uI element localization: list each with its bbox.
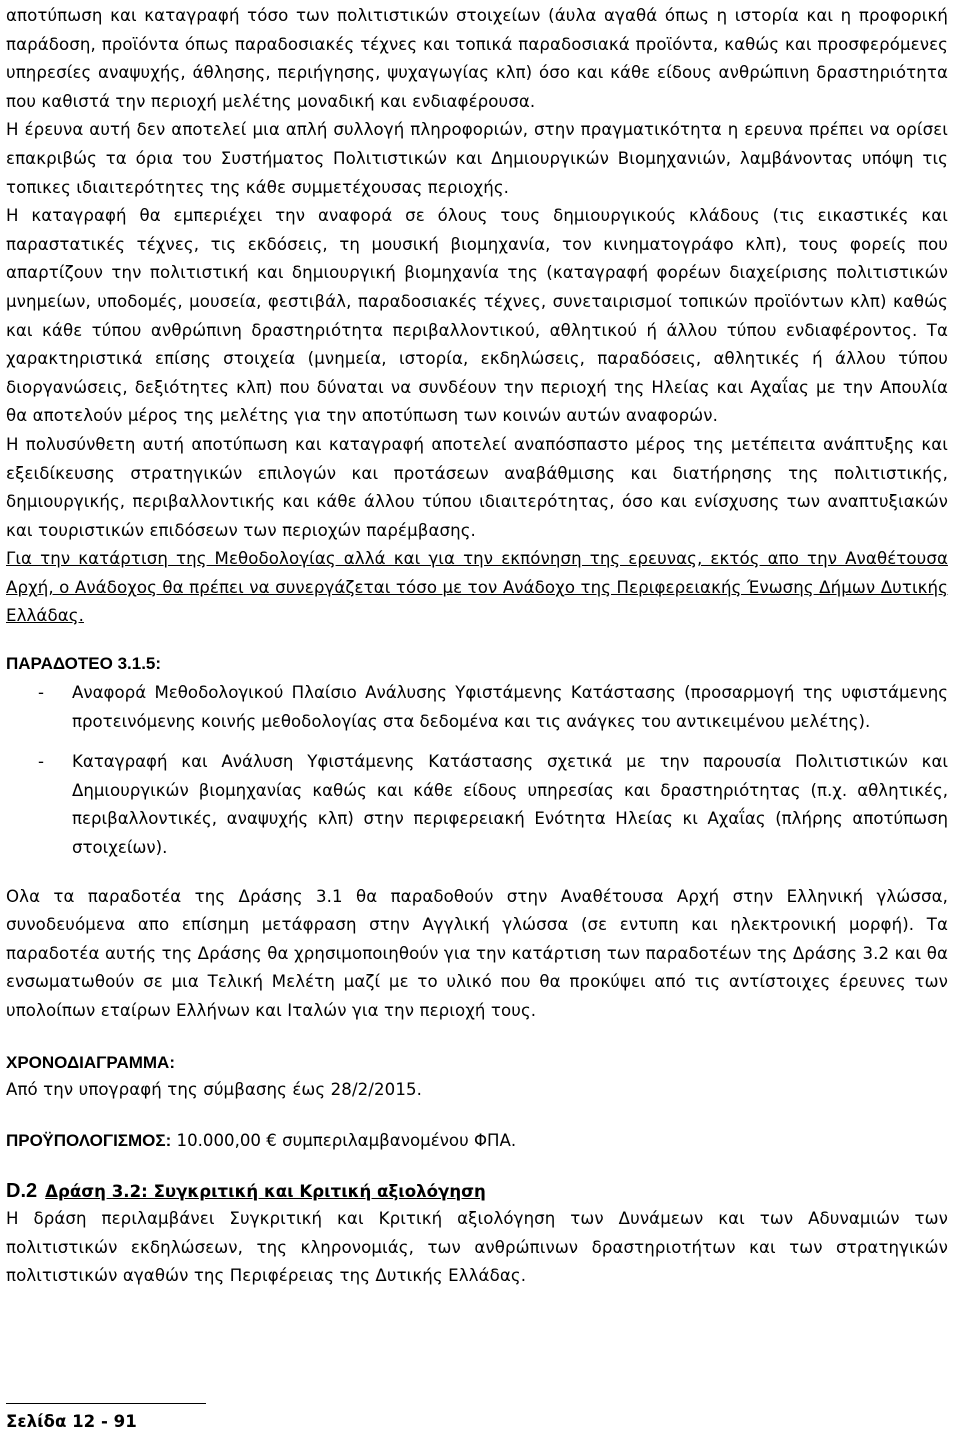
paragraph-deliverables-language: Ολα τα παραδοτέα της Δράσης 3.1 θα παραδοθούν στην Αναθέτουσα Αρχή στην Ελληνική γλώσσα, συνοδευόμενα απο επίσημη μετάφραση στην Αγγλική γλώσσα (σε εντυπη και ηλεκτρονική μορφή). Τα παραδοτέα αυτής της Δράσης θα χρησιμοποιηθούν για την κατάρτιση των παραδοτέων της Δράσης 3.2 και θα ενσωματωθούν σε μια Τελική Μελέτη μαζί με το υλικό που θα προκύψει από τις αντίστοιχες έρευνες των υπολοίπων εταίρων Ελλήνων και Ιταλών για την περιοχή τους. [6, 886, 948, 1020]
section-d2-text: Η δράση περιλαμβάνει Συγκριτική και Κριτική αξιολόγηση των Δυνάμεων και των Αδυναμιών των πολιτιστικών εκδηλώσεων, της κληρονομιάς, των ανθρώπινων δραστηριοτήτων και των στρατηγικών πολιτιστικών αγαθών της Περιφέρειας της Δυτικής Ελλάδας. [6, 1209, 948, 1286]
section-d2-heading [6, 1178, 948, 1205]
document-page [6, 0, 948, 1291]
budget-label: ΠΡΟΫΠΟΛΟΓΙΣΜΟΣ: [6, 1131, 172, 1151]
budget-amount: 10.000,00 € συμπεριλαμβανομένου ΦΠΑ. [171, 1131, 517, 1151]
list-item [6, 748, 948, 862]
deliverable-list [6, 679, 948, 863]
paragraph-recording-content: Η καταγραφή θα εμπεριέχει την αναφορά σε όλους τους δημιουργικούς κλάδους (τις εικαστικές και παραστατικές τέχνες, τις εκδόσεις, τη μουσική βιομηχανία, τον κινηματογράφο κλπ), τους φορείς που απαρτίζουν την πολιτιστική και δημιουργική βιομηχανία της (καταγραφή φορέων διαχείρισης πολιτιστικών μνημείων, υποδομές, μουσεία, φεστιβάλ, παραδοσιακές τέχνες, συνεταιρισμοί τοπικών προϊόντων κλπ) καθώς και κάθε τύπου ανθρώπινη δραστηριότητα περιβαλλοντικού, αθλητικού ή άλλου τύπου ενδιαφέροντος. Τα χαρακτηριστικά επίσης στοιχεία (μνημεία, ιστορία, εκδηλώσεις, παραδόσεις, αθλητικές ή άλλου τύπου διοργανώσεις, δεξιότητες κλπ) που δύναται να συνδέουν την περιοχή της Ηλείας και Αχαΐας με την Απουλία θα αποτελούν μέρος της μελέτης για την αποτύπωση των κοινών αυτών αναφορών. [6, 206, 948, 426]
paragraph-research-scope: Η έρευνα αυτή δεν αποτελεί μια απλή συλλογή πληροφοριών, στην πραγματικότητα η ερευνα πρέπει να ορίσει επακριβώς τα όρια του Συστήματος Πολιτιστικών και Δημιουργικών Βιομηχανιών, λαμβάνοντας υπόψη τις τοπικες ιδιαιτερότητες της κάθε συμμετέχουσας περιοχής. [6, 120, 948, 197]
schedule-heading: ΧΡΟΝΟΔΙΑΓΡΑΜΜΑ: [6, 1052, 175, 1072]
list-dash: - [38, 683, 44, 703]
paragraph-composite-recording: Η πολυσύνθετη αυτή αποτύπωση και καταγραφή αποτελεί αναπόσπαστο μέρος της μετέπειτα ανάπτυξης και εξειδίκευσης στρατηγικών επιλογών και προτάσεων αναβάθμισης και διατήρησης της πολιτιστικής, δημιουργικής, περιβαλλοντικής και κάθε άλλου τύπου ιδιαιτερότητας, όσο και ενίσχυσης των αναπτυξιακών και τουριστικών επιδόσεων των περιοχών παρέμβασης. [6, 434, 948, 540]
paragraph-cooperation: Για την κατάρτιση της Μεθοδολογίας αλλά και για την εκπόνηση της ερευνας, εκτός απο την Αναθέτουσα Αρχή, ο Ανάδοχος θα πρέπει να συνεργάζεται τόσο με τον Ανάδοχο της Περιφερειακής Ένωσης Δήμων Δυτικής Ελλάδας. [6, 549, 948, 626]
list-item [6, 679, 948, 736]
deliverable-item-text: Αναφορά Μεθοδολογικού Πλαίσιο Ανάλυσης Υφιστάμενης Κατάστασης (προσαρμογή της υφιστάμενης προτεινόμενης κοινής μεθοδολογίας στα δεδομένα και τις ανάγκες του αντικειμένου μελέτης). [72, 683, 948, 731]
paragraph-cultural-recording: αποτύπωση και καταγραφή τόσο των πολιτιστικών στοιχείων (άυλα αγαθά όπως η ιστορία και η προφορική παράδοση, προϊόντα όπως παραδοσιακές τέχνες και τοπικά παραδοσιακά προϊόντα, καθώς και προσφερόμενες υπηρεσίες αναψυχής, άθλησης, περιήγησης, ψυχαγωγίας κλπ) όσο και κάθε είδους ανθρώπινη δραστηριότητα που καθιστά την περιοχή μελέτης μοναδική και ενδιαφέρουσα. [6, 6, 948, 111]
list-dash: - [38, 752, 44, 772]
footer-divider [6, 1403, 206, 1404]
deliverable-heading: ΠΑΡΑΔΟΤΕΟ 3.1.5: [6, 654, 162, 674]
deliverable-item-text: Καταγραφή και Ανάλυση Υφιστάμενης Κατάστασης σχετικά με την παρουσία Πολιτιστικών και Δημιουργικών βιομηχανίας καθώς και κάθε είδους υπηρεσίας και δραστηριότητας (π.χ. αθλητικές, περιβαλλοντικές, αναψυχής κλπ) στην περιφερειακή Ενότητα Ηλείας κι Αχαΐας (πλήρης αποτύπωση στοιχείων). [72, 752, 948, 858]
page-number: Σελίδα 12 - 91 [6, 1412, 137, 1431]
section-number: D.2 [6, 1180, 38, 1203]
budget-line [6, 1128, 948, 1154]
section-title: Δράση 3.2: Συγκριτική και Κριτική αξιολόγηση [45, 1182, 486, 1202]
schedule-text: Από την υπογραφή της σύμβασης έως 28/2/2015. [6, 1079, 423, 1099]
